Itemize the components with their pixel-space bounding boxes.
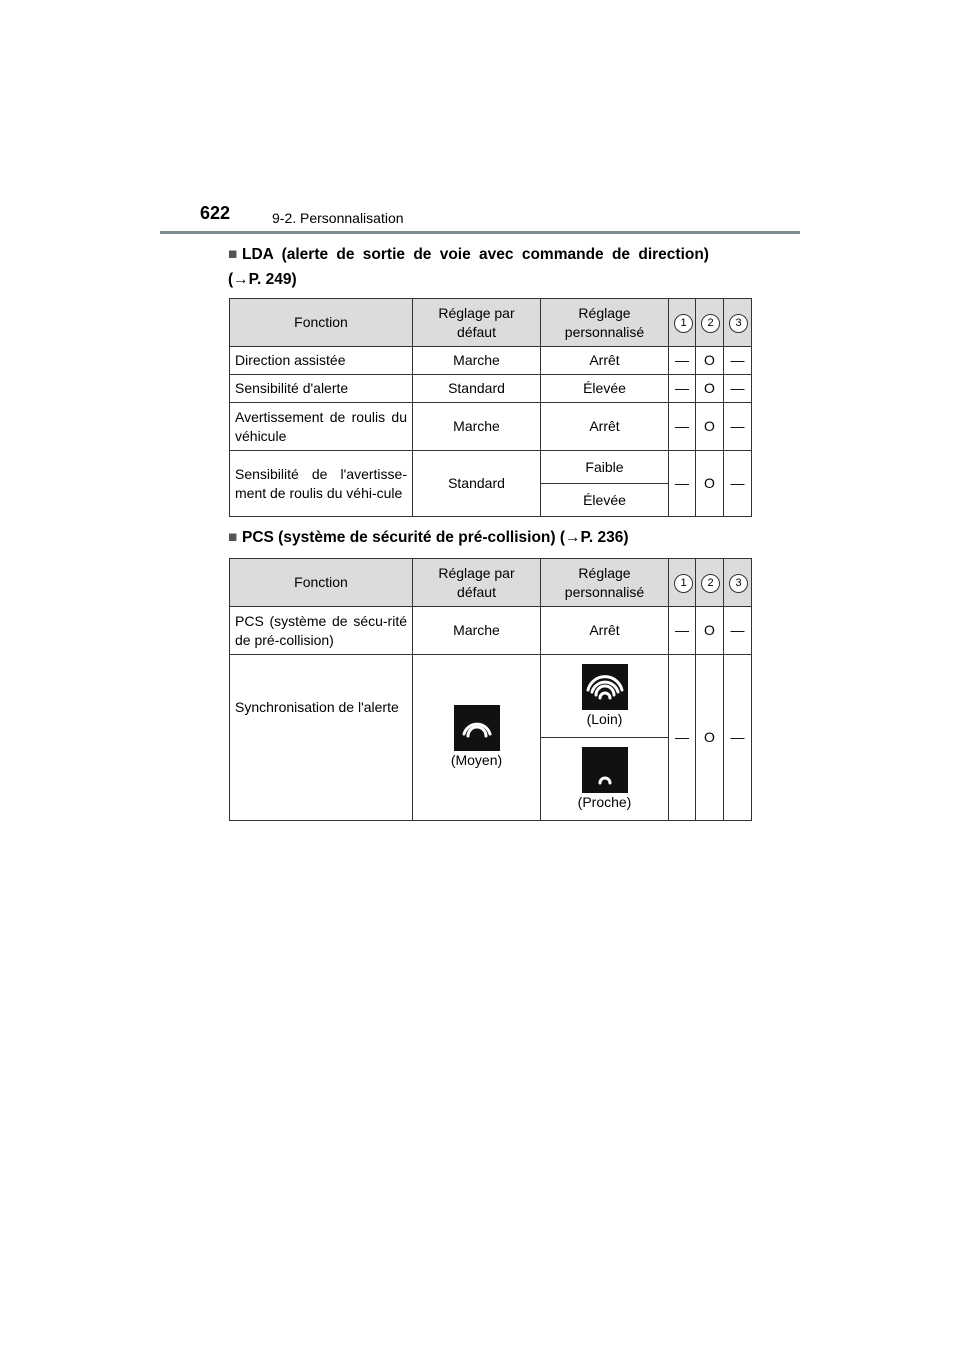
cell-col2: O (696, 347, 724, 375)
cell-col3: — (724, 375, 752, 403)
col-header-default: Réglage par défaut (413, 299, 541, 347)
cell-custom: Élevée (541, 375, 669, 403)
cell-fonction: Direction assistée (230, 347, 413, 375)
icon-caption: (Loin) (586, 710, 623, 727)
table-row (230, 607, 752, 655)
cell-fonction: Sensibilité d'alerte (230, 375, 413, 403)
cell-col3: — (724, 451, 752, 517)
cell-custom (541, 738, 669, 821)
col-header-1: 1 (674, 574, 693, 593)
col-header-custom: Réglage personnalisé (541, 299, 669, 347)
header-divider (160, 231, 800, 234)
cell-default (413, 655, 541, 821)
alert-timing-near-icon (582, 747, 628, 793)
cell-col3: — (724, 347, 752, 375)
section-title: 9-2. Personnalisation (272, 210, 404, 226)
col-header-2: 2 (701, 314, 720, 333)
pcs-title: PCS (système de sécurité de pré-collision) (→P. 236) (242, 529, 629, 546)
col-header-3: 3 (729, 314, 748, 333)
cell-fonction: PCS (système de sécu-rité de pré-collision) (230, 607, 413, 655)
alert-timing-far-icon (582, 664, 628, 710)
cell-custom: Arrêt (541, 607, 669, 655)
cell-col3: — (724, 655, 752, 821)
cell-col2: O (696, 655, 724, 821)
col-header-fonction: Fonction (230, 299, 413, 347)
cell-custom: Arrêt (541, 347, 669, 375)
cell-default: Standard (413, 375, 541, 403)
cell-custom: Arrêt (541, 403, 669, 451)
lda-settings-table (229, 298, 752, 517)
cell-fonction: Synchronisation de l'alerte (230, 655, 413, 821)
col-header-2: 2 (701, 574, 720, 593)
cell-col1: — (669, 347, 696, 375)
lda-heading (228, 242, 748, 292)
cell-col1: — (669, 403, 696, 451)
cell-default: Marche (413, 607, 541, 655)
col-header-custom: Réglage personnalisé (541, 559, 669, 607)
cell-default: Marche (413, 403, 541, 451)
cell-default: Standard (413, 451, 541, 517)
lda-title: LDA (alerte de sortie de voie avec commande de direction) (242, 246, 709, 263)
col-header-1: 1 (674, 314, 693, 333)
table-header-row (230, 299, 752, 347)
table-row (230, 375, 752, 403)
table-row (230, 655, 752, 738)
cell-col1: — (669, 451, 696, 517)
page-number: 622 (200, 203, 231, 223)
col-header-fonction: Fonction (230, 559, 413, 607)
cell-col2: O (696, 607, 724, 655)
cell-col2: O (696, 403, 724, 451)
pcs-heading (228, 525, 748, 550)
lda-page-ref: (→P. 249) (228, 271, 297, 288)
cell-custom: Élevée (541, 484, 669, 517)
icon-caption: (Proche) (577, 793, 632, 810)
cell-col1: — (669, 655, 696, 821)
cell-col1: — (669, 607, 696, 655)
table-row (230, 403, 752, 451)
cell-col2: O (696, 451, 724, 517)
cell-col1: — (669, 375, 696, 403)
cell-col2: O (696, 375, 724, 403)
bullet-icon: ■ (228, 246, 238, 263)
alert-timing-medium-icon (454, 705, 500, 751)
table-row (230, 347, 752, 375)
cell-col3: — (724, 607, 752, 655)
cell-custom (541, 655, 669, 738)
icon-caption: (Moyen) (450, 752, 503, 768)
table-row (230, 451, 752, 484)
col-header-default: Réglage par défaut (413, 559, 541, 607)
cell-fonction: Avertissement de roulis du véhicule (230, 403, 413, 451)
table-header-row (230, 559, 752, 607)
cell-col3: — (724, 403, 752, 451)
cell-custom: Faible (541, 451, 669, 484)
pcs-settings-table (229, 558, 752, 821)
bullet-icon: ■ (228, 529, 238, 546)
cell-default: Marche (413, 347, 541, 375)
col-header-3: 3 (729, 574, 748, 593)
cell-fonction: Sensibilité de l'avertisse-ment de roulis du véhi-cule (230, 451, 413, 517)
